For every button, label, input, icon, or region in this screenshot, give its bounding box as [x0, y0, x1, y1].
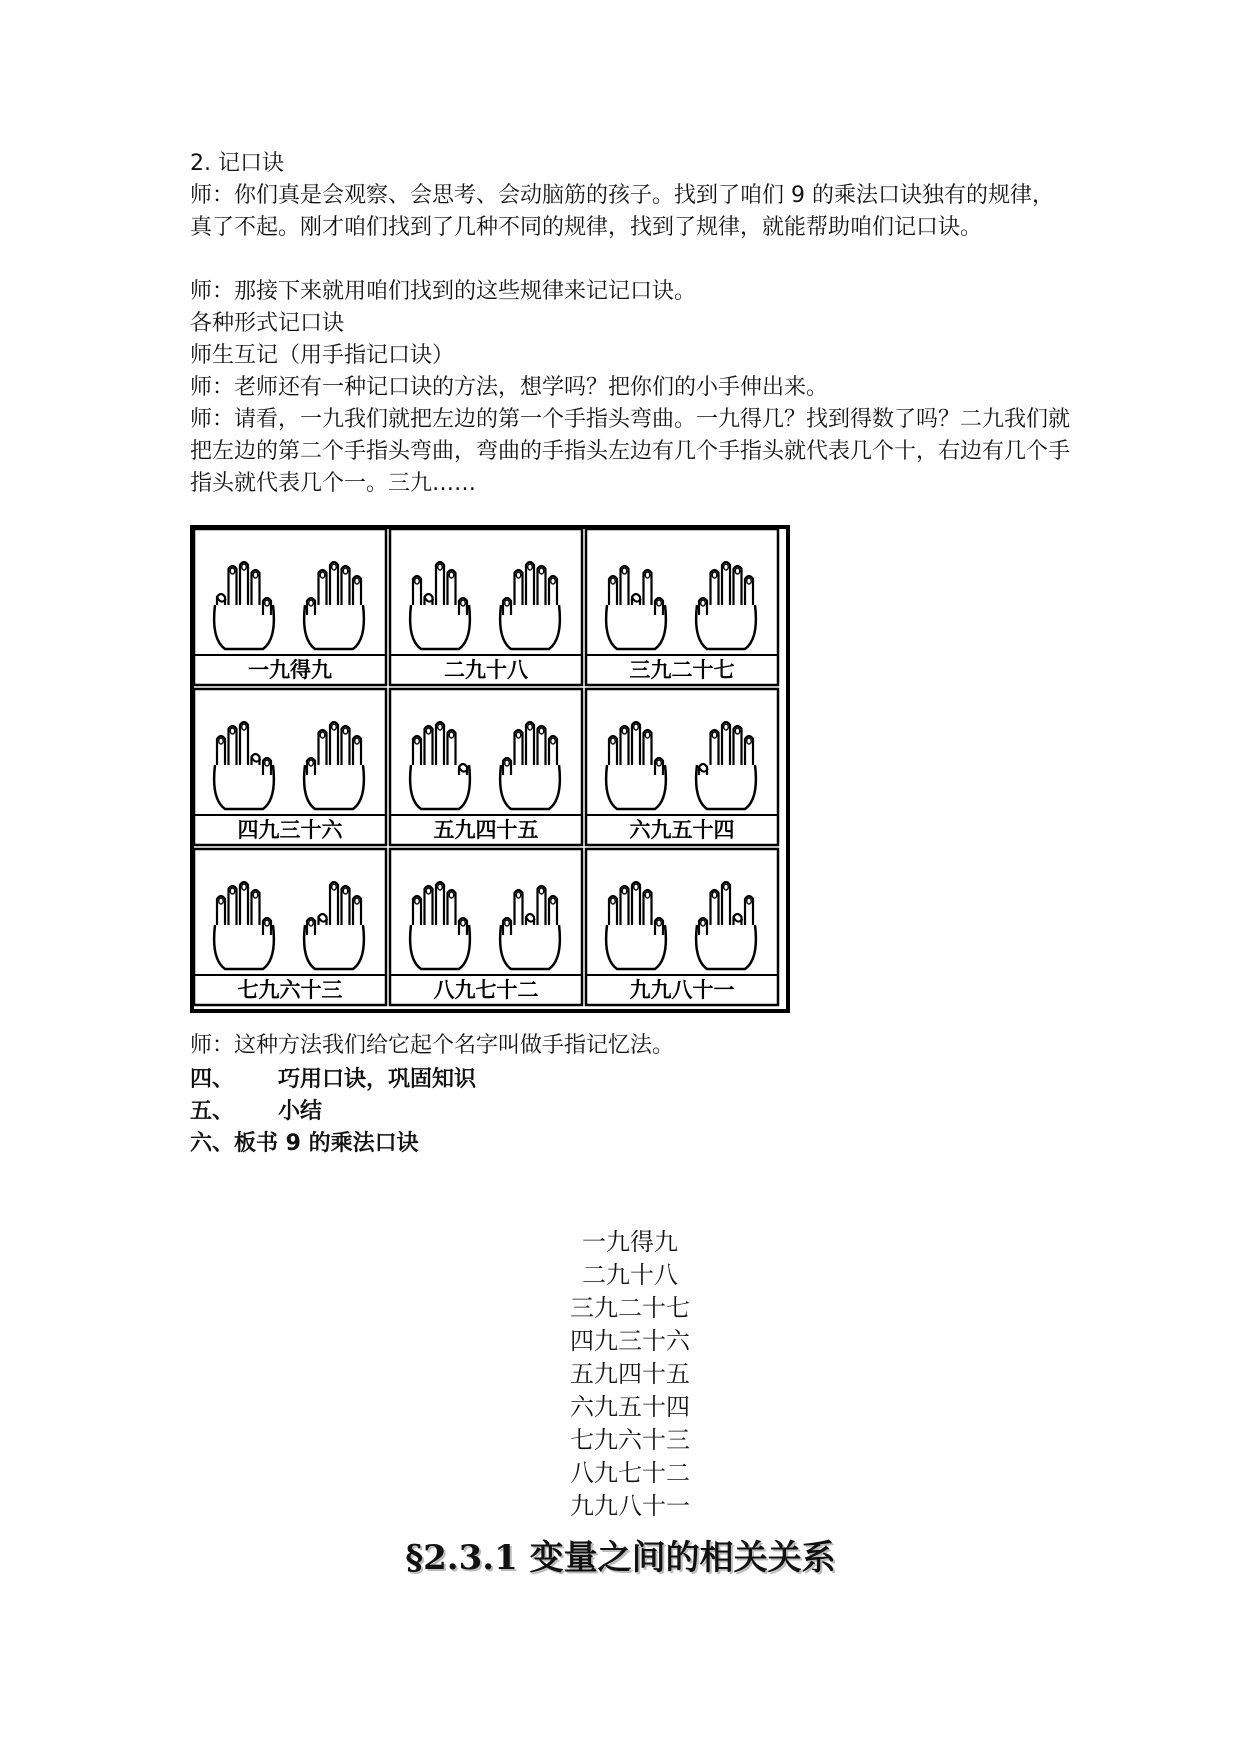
board-line: 四九三十六 [570, 1327, 690, 1355]
board-line: 三九二十七 [570, 1294, 690, 1322]
cell-label: 九九八十一 [629, 977, 735, 1002]
paragraph-teacher-method: 师：老师还有一种记口诀的方法，想学吗？把你们的小手伸出来。 [190, 375, 829, 400]
cell-label: 二九十八 [444, 657, 528, 682]
board-line: 七九六十三 [570, 1426, 690, 1454]
cell-label: 一九得九 [248, 657, 332, 682]
paragraph-intro: 师：你们真是会观察、会思考、会动脑筋的孩子。找到了咱们 9 的乘法口诀独有的规律，真了不起。刚才咱们找到了几种不同的规律，找到了规律，就能帮助咱们记口诀。 [190, 183, 1054, 240]
board-line: 八九七十二 [570, 1459, 690, 1487]
finger-multiplication-figure [190, 525, 790, 1013]
paragraph-finger-memory: 师：这种方法我们给它起个名字叫做手指记忆法。 [190, 1033, 675, 1058]
board-line: 六九五十四 [570, 1393, 690, 1421]
cell-label: 三九二十七 [629, 657, 735, 682]
board-line: 五九四十五 [570, 1360, 690, 1388]
paragraph-mutual: 师生互记（用手指记口诀） [190, 343, 455, 368]
cell-label: 五九四十五 [433, 817, 539, 842]
cell-label: 六九五十四 [629, 817, 735, 842]
cell-label: 八九七十二 [433, 977, 539, 1002]
heading-five [190, 1096, 1070, 1128]
heading-five-num: 五、 [190, 1099, 235, 1124]
board-line: 二九十八 [582, 1261, 678, 1289]
section-heading: 2. 记口诀 [190, 151, 284, 176]
paragraph-next: 师：那接下来就用咱们找到的这些规律来记记口诀。 [190, 279, 697, 304]
heading-four-text: 巧用口诀，巩固知识 [278, 1067, 477, 1092]
cell-label: 七九六十三 [237, 977, 343, 1002]
paragraph-finger-explain: 师：请看，一九我们就把左边的第一个手指头弯曲。一九得几？找到得数了吗？二九我们就把左边的第二个手指头弯曲，弯曲的手指头左边有几个手指头就代表几个十，右边有几个手指头就代表几个一。三九…… [190, 407, 1071, 496]
blackboard-list [500, 1226, 760, 1523]
paragraph-forms: 各种形式记口诀 [190, 311, 345, 336]
board-line: 九九八十一 [570, 1492, 690, 1520]
cell-label: 四九三十六 [237, 817, 343, 842]
heading-four [190, 1064, 1070, 1096]
heading-four-num: 四、 [190, 1067, 235, 1092]
board-line: 一九得九 [582, 1228, 678, 1256]
heading-six: 六、板书 9 的乘法口诀 [190, 1131, 419, 1156]
section-title: §2.3.1 变量之间的相关关系 [405, 1538, 836, 1578]
heading-five-text: 小结 [278, 1099, 323, 1124]
